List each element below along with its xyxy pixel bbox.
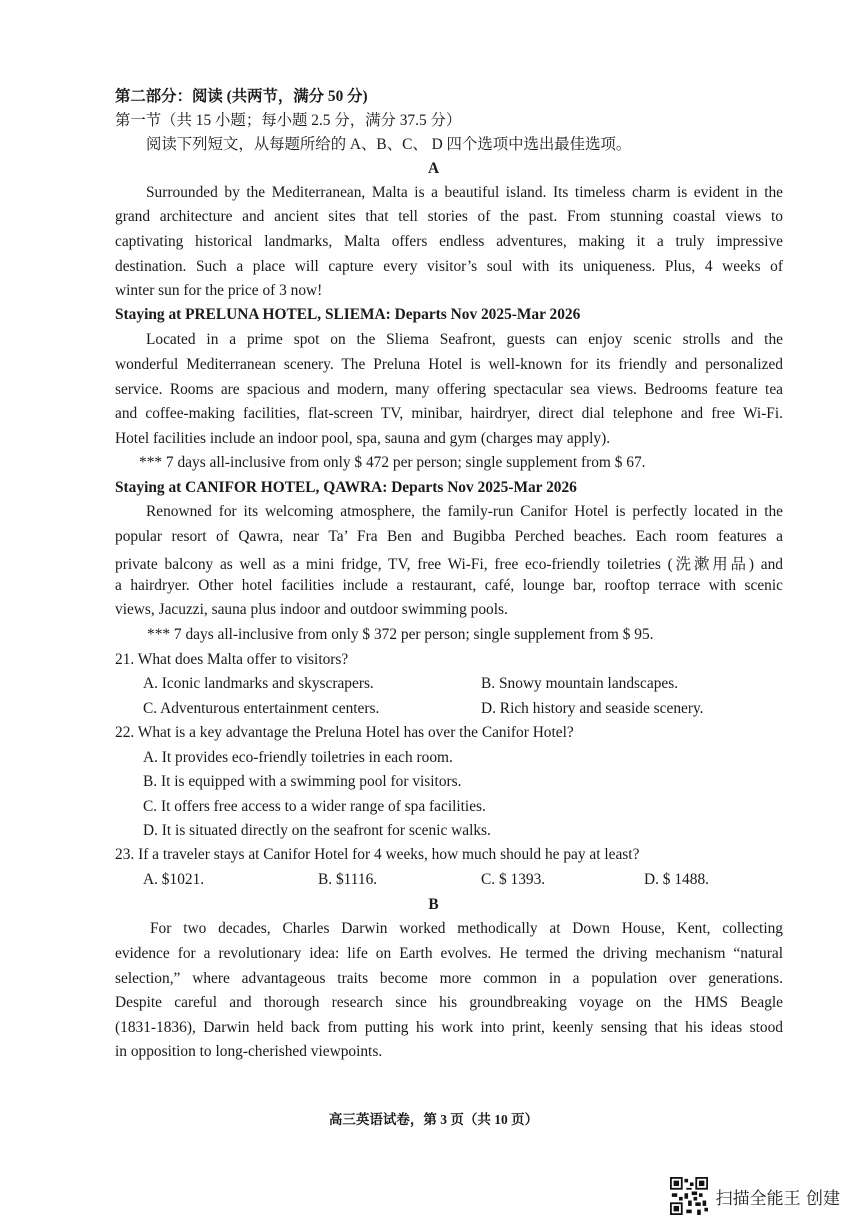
question-21-option-b: B. Snowy mountain landscapes. (481, 675, 679, 692)
question-21-option-d: D. Rich history and seaside scenery. (481, 700, 704, 717)
section-heading: 第一节（共 15 小题；每小题 2.5 分，满分 37.5 分） (115, 112, 462, 129)
passage-b-text-line: (1831-1836), Darwin held back from putting his work into print, keenly sensing that his ideas stood (115, 1019, 783, 1036)
question-23-stem: 23. If a traveler stays at Canifor Hotel for 4 weeks, how much should he pay at least? (115, 846, 640, 863)
passage-a-letter: A (427, 160, 440, 177)
question-22-option-d: D. It is situated directly on the seafront for scenic walks. (143, 822, 491, 839)
qr-code-icon (670, 1177, 708, 1215)
page-footer: 高三英语试卷，第 3 页（共 10 页） (328, 1112, 539, 1127)
hotel1-text-line: Located in a prime spot on the Sliema Seafront, guests can enjoy scenic strolls and the (146, 331, 783, 348)
question-23-option-b: B. $1116. (318, 871, 378, 888)
question-22-option-b: B. It is equipped with a swimming pool for visitors. (143, 773, 462, 790)
hotel1-price: *** 7 days all-inclusive from only $ 472 per person; single supplement from $ 67. (139, 454, 646, 471)
hotel1-text-line: Hotel facilities include an indoor pool, spa, sauna and gym (charges may apply). (115, 430, 611, 447)
hotel2-text-line: views, Jacuzzi, sauna plus indoor and outdoor swimming pools. (115, 601, 508, 618)
part-heading: 第二部分：阅读 (共两节，满分 50 分) (115, 88, 368, 105)
hotel1-text-line: and coffee-making facilities, flat-screen TV, minibar, hairdryer, direct dial telephone and free Wi-Fi. (115, 405, 783, 422)
question-21-option-a: A. Iconic landmarks and skyscrapers. (143, 675, 374, 692)
question-23-option-d: D. $ 1488. (644, 871, 709, 888)
hotel2-heading: Staying at CANIFOR HOTEL, QAWRA: Departs Nov 2025-Mar 2026 (115, 479, 577, 496)
passage-a-intro-line: grand architecture and ancient sites that tell stories of the past. From stunning coastal views to (115, 208, 783, 225)
passage-b-text-line: in opposition to long-cherished viewpoints. (115, 1043, 383, 1060)
hotel2-text-line: a hairdryer. Other hotel facilities include a restaurant, café, lounge bar, rooftop terrace with scenic (115, 577, 783, 594)
question-23-option-a: A. $1021. (143, 871, 205, 888)
hotel1-text-line: service. Rooms are spacious and modern, many offering spectacular sea views. Bedrooms feature tea (115, 381, 783, 398)
scanner-watermark (670, 1177, 840, 1215)
watermark-text: 扫描全能王 创建 (715, 1188, 840, 1209)
hotel1-text-line: wonderful Mediterranean scenery. The Preluna Hotel is well-known for its friendly and personalized (115, 356, 783, 373)
question-21-stem: 21. What does Malta offer to visitors? (115, 651, 349, 668)
question-23-option-c: C. $ 1393. (481, 871, 546, 888)
hotel2-price: *** 7 days all-inclusive from only $ 372 per person; single supplement from $ 95. (147, 626, 654, 643)
question-22-stem: 22. What is a key advantage the Preluna Hotel has over the Canifor Hotel? (115, 724, 574, 741)
hotel2-text-line: popular resort of Qawra, near Ta’ Fra Ben and Bugibba Perched beaches. Each room features a (115, 528, 783, 545)
hotel2-text-line: private balcony as well as a mini fridge, TV, free Wi-Fi, free eco-friendly toiletries (洗漱用品) and (115, 556, 783, 573)
passage-b-text-line: selection,” where advantageous traits become more common in a population over generations. (115, 970, 783, 987)
question-22-option-a: A. It provides eco-friendly toiletries in each room. (143, 749, 453, 766)
passage-b-text-line: evidence for a revolutionary idea: life on Earth evolves. He termed the driving mechanism “natural (115, 945, 783, 962)
instruction: 阅读下列短文，从每题所给的 A、B、C、 D 四个选项中选出最佳选项。 (146, 136, 632, 153)
question-22-option-c: C. It offers free access to a wider range of spa facilities. (143, 798, 486, 815)
question-21-option-c: C. Adventurous entertainment centers. (143, 700, 380, 717)
passage-a-intro-line: Surrounded by the Mediterranean, Malta is a beautiful island. Its timeless charm is evident in the (146, 184, 783, 201)
passage-b-text-line: For two decades, Charles Darwin worked methodically at Down House, Kent, collecting (150, 920, 783, 937)
passage-b-text-line: Despite careful and thorough research since his groundbreaking voyage on the HMS Beagle (115, 994, 783, 1011)
hotel1-heading: Staying at PRELUNA HOTEL, SLIEMA: Departs Nov 2025-Mar 2026 (115, 306, 581, 323)
passage-a-intro-line: winter sun for the price of 3 now! (115, 282, 323, 299)
hotel2-text-line: Renowned for its welcoming atmosphere, the family-run Canifor Hotel is perfectly located in the (146, 503, 783, 520)
passage-a-intro-line: destination. Such a place will capture every visitor’s soul with its uniqueness. Plus, 4 weeks of (115, 258, 783, 275)
passage-a-intro-line: captivating historical landmarks, Malta offers endless adventures, making it a truly impressive (115, 233, 783, 250)
passage-b-letter: B (428, 896, 439, 913)
